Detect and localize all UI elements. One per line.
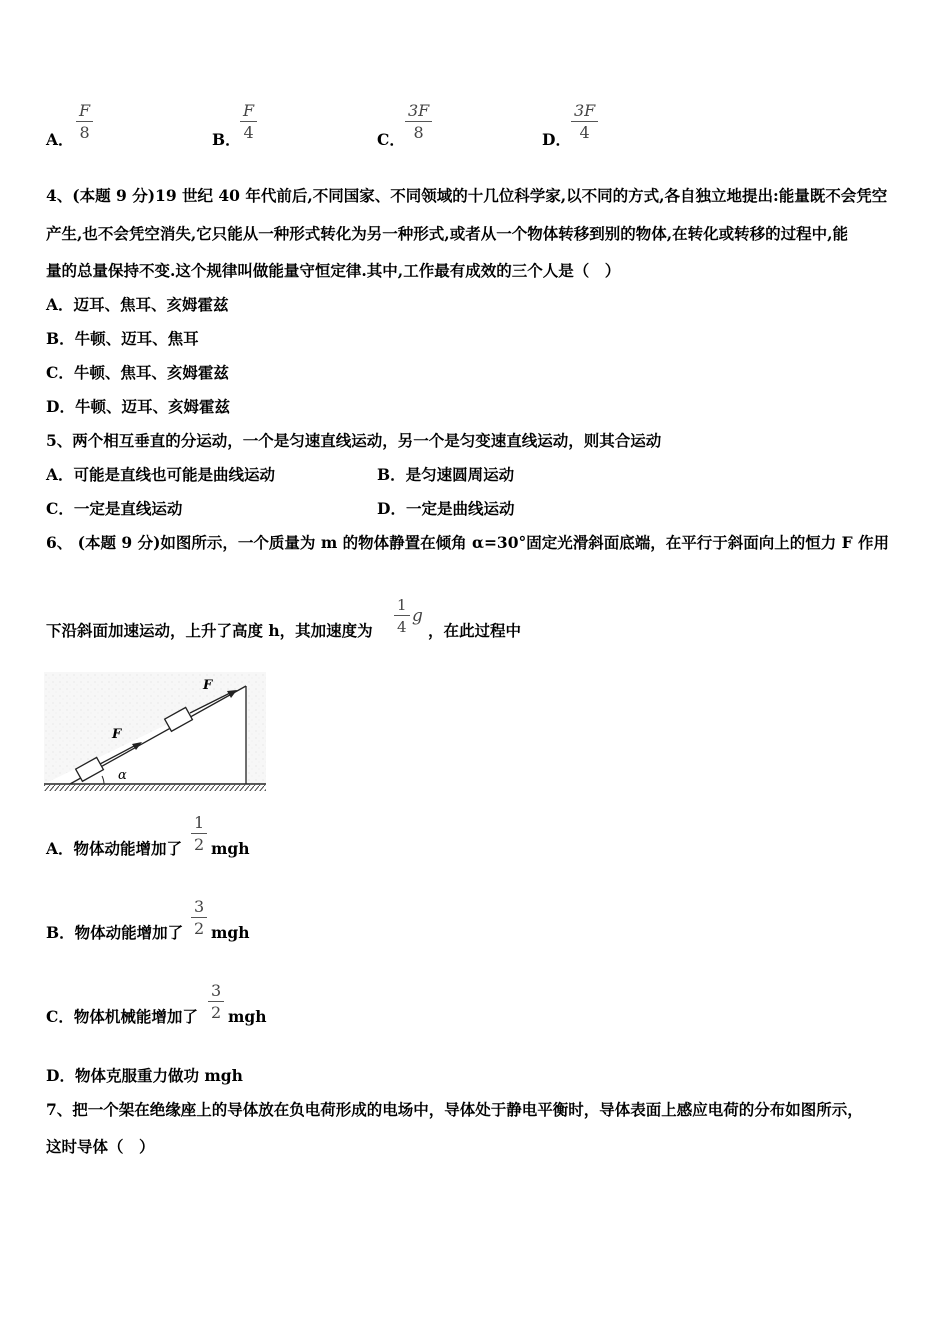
q4-option-c: C．牛顿、焦耳、亥姆霍兹: [46, 363, 229, 382]
q3-option-a-fraction: [76, 102, 93, 143]
fraction-numerator: F: [243, 101, 255, 120]
q7-stem-line-1: 7、把一个架在绝缘座上的导体放在负电荷形成的电场中，导体处于静电平衡时，导体表面上感应电荷的分布如图所示，: [46, 1100, 863, 1119]
q6-option-b-suffix: mgh: [211, 923, 250, 942]
q4-stem-line-3: 量的总量保持不变.这个规律叫做能量守恒定律.其中,工作最有成效的三个人是（ ）: [46, 261, 621, 280]
q4-option-b: B．牛顿、迈耳、焦耳: [46, 329, 199, 348]
q5-option-b: B．是匀速圆周运动: [377, 465, 515, 484]
q5-option-c: C．一定是直线运动: [46, 499, 183, 518]
q6-option-c-prefix: C．物体机械能增加了: [46, 1007, 198, 1026]
q5-option-a: A．可能是直线也可能是曲线运动: [46, 465, 276, 484]
q6-option-c-suffix: mgh: [228, 1007, 267, 1026]
force-label-top: F: [203, 678, 213, 693]
q4-option-a: A．迈耳、焦耳、亥姆霍兹: [46, 295, 229, 314]
q5-stem: 5、两个相互垂直的分运动，一个是匀速直线运动，另一个是匀变速直线运动，则其合运动: [46, 431, 662, 450]
fraction-denominator: 2: [194, 919, 205, 938]
q4-stem-line-2: 产生,也不会凭空消失,它只能从一种形式转化为另一种形式,或者从一个物体转移到别的物体,在转化或转移的过程中,能: [46, 224, 848, 243]
q3-option-c-label: C．: [377, 130, 405, 149]
q6-option-a-suffix: mgh: [211, 839, 250, 858]
fraction-numerator: 1: [194, 813, 205, 832]
q3-option-b-label: B．: [212, 130, 241, 149]
q7-stem-line-2: 这时导体（ ）: [46, 1137, 155, 1156]
fraction-denominator: 8: [79, 123, 90, 142]
q6-option-a-prefix: A．物体动能增加了: [46, 839, 183, 858]
fraction-numerator: 3: [211, 981, 222, 1000]
q6-option-d: D．物体克服重力做功 mgh: [46, 1066, 243, 1085]
fraction-numerator: 3F: [408, 101, 430, 120]
fraction-denominator: 4: [397, 618, 407, 636]
q4-stem-line-1: 4、(本题 9 分)19 世纪 40 年代前后,不同国家、不同领域的十几位科学家,以不同的方式,各自独立地提出:能量既不会凭空: [46, 186, 888, 205]
q6-stem-line-2a: 下沿斜面加速运动，上升了高度 h，其加速度为: [46, 621, 373, 640]
q3-option-d-label: D．: [542, 130, 571, 149]
fraction-denominator: 8: [413, 123, 424, 142]
q3-option-a-label: A．: [46, 130, 74, 149]
q4-option-d: D．牛顿、迈耳、亥姆霍兹: [46, 397, 230, 416]
q6-acceleration-fraction: [394, 596, 410, 637]
incline-figure: [44, 672, 268, 796]
q5-option-d: D．一定是曲线运动: [377, 499, 515, 518]
q3-option-b-fraction: [240, 102, 257, 143]
fraction-numerator: 3: [194, 897, 205, 916]
q3-option-c-fraction: [405, 102, 432, 143]
fraction-denominator: 2: [194, 835, 205, 854]
q6-stem-line-1: 6、 (本题 9 分)如图所示，一个质量为 m 的物体静置在倾角 α=30°固定光滑斜面底端，在平行于斜面向上的恒力 F 作用: [46, 533, 890, 552]
q6-acceleration-g: g: [412, 606, 423, 626]
fraction-numerator: F: [79, 101, 91, 120]
force-label-bottom: F: [112, 727, 122, 742]
angle-label: α: [118, 768, 127, 783]
fraction-denominator: 4: [579, 123, 590, 142]
fraction-denominator: 4: [243, 123, 254, 142]
ground-hatching: [44, 785, 266, 791]
fraction-denominator: 2: [211, 1003, 222, 1022]
q3-option-d-fraction: [571, 102, 598, 143]
q6-stem-line-2b: ，在此过程中: [428, 621, 522, 640]
q6-option-c-fraction: [208, 982, 224, 1023]
fraction-numerator: 1: [397, 596, 407, 614]
fraction-numerator: 3F: [574, 101, 596, 120]
q6-option-b-prefix: B．物体动能增加了: [46, 923, 184, 942]
q6-option-a-fraction: [191, 814, 207, 855]
q6-option-b-fraction: [191, 898, 207, 939]
